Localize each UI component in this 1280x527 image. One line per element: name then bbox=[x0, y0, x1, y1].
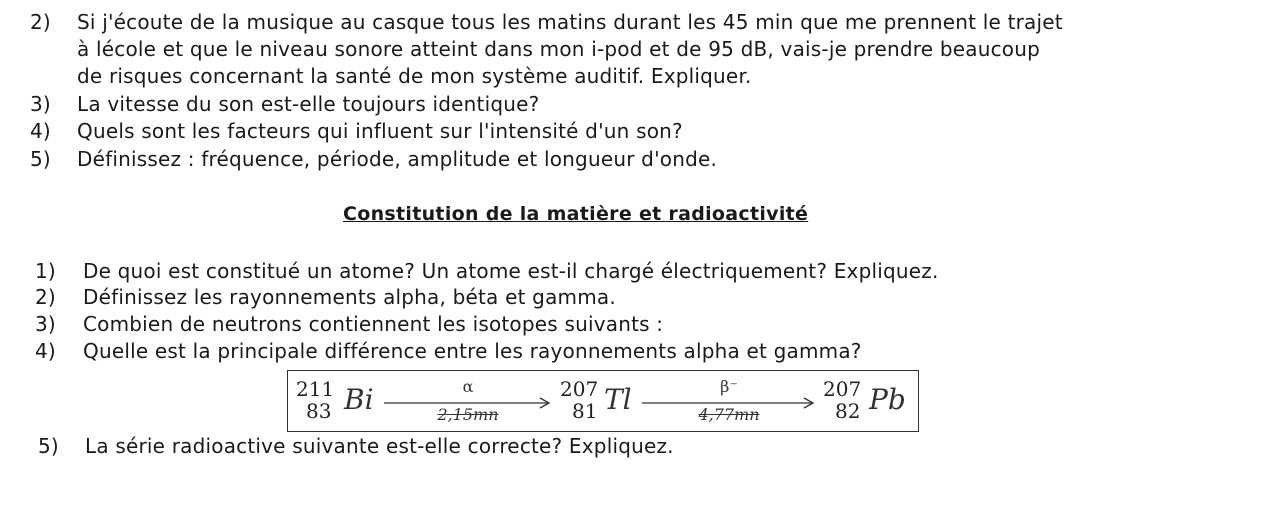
mass-number: 207 bbox=[823, 377, 862, 401]
question-text: Définissez les rayonnements alpha, béta et gamma. bbox=[83, 285, 616, 309]
question-text: à lécole et que le niveau sonore atteint dans mon i-pod et de 95 dB, vais-je prendre beaucoup bbox=[77, 37, 1040, 61]
item-number: 3) bbox=[30, 92, 51, 116]
question-text: de risques concernant la santé de mon système auditif. Expliquer. bbox=[77, 64, 752, 88]
mass-number: 207 bbox=[560, 377, 599, 401]
question-text: Définissez : fréquence, période, amplitude et longueur d'onde. bbox=[77, 147, 718, 171]
section-title: Constitution de la matière et radioactivité bbox=[343, 203, 809, 225]
item-number: 1) bbox=[35, 259, 56, 283]
atomic-number: 83 bbox=[306, 399, 332, 423]
element-symbol: Tl bbox=[604, 383, 632, 416]
item-number: 4) bbox=[35, 339, 56, 363]
decay-type-label: α bbox=[462, 377, 474, 396]
atomic-number: 82 bbox=[835, 399, 861, 423]
item-number: 5) bbox=[38, 434, 59, 458]
question-text: Quels sont les facteurs qui influent sur l'intensité d'un son? bbox=[77, 119, 683, 143]
item-number: 3) bbox=[35, 312, 56, 336]
item-number: 4) bbox=[30, 119, 51, 143]
mass-number: 211 bbox=[296, 377, 335, 401]
item-number: 5) bbox=[30, 147, 51, 171]
half-life-label: 2,15mn bbox=[437, 405, 499, 424]
question-text: La vitesse du son est-elle toujours identique? bbox=[77, 92, 540, 116]
question-text: De quoi est constitué un atome? Un atome est-il chargé électriquement? Expliquez. bbox=[83, 259, 939, 283]
item-number: 2) bbox=[30, 10, 51, 34]
decay-type-label: β⁻ bbox=[720, 377, 738, 396]
alpha-arrow bbox=[384, 377, 552, 427]
element-symbol: Bi bbox=[344, 383, 374, 416]
question-text: La série radioactive suivante est-elle correcte? Expliquez. bbox=[85, 434, 674, 458]
question-text: Quelle est la principale différence entre les rayonnements alpha et gamma? bbox=[83, 339, 862, 363]
atomic-number: 81 bbox=[572, 399, 598, 423]
element-symbol: Pb bbox=[869, 383, 906, 416]
question-text: Combien de neutrons contiennent les isotopes suivants : bbox=[83, 312, 664, 336]
decay-equation bbox=[287, 370, 919, 432]
item-number: 2) bbox=[35, 285, 56, 309]
question-text: Si j'écoute de la musique au casque tous les matins durant les 45 min que me prennent le trajet bbox=[77, 10, 1063, 34]
beta-arrow bbox=[642, 377, 816, 427]
half-life-label: 4,77mn bbox=[698, 405, 760, 424]
